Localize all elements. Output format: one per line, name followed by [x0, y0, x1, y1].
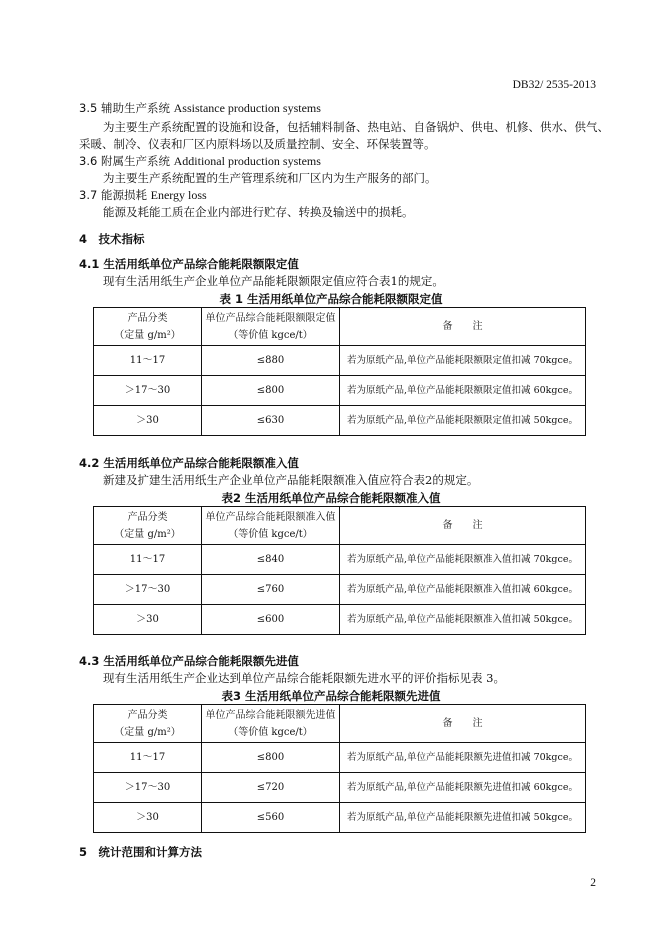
cell-category: ＞30 [94, 803, 202, 833]
cell-value: ≤800 [202, 743, 340, 773]
section-number: 3.6 [79, 154, 98, 168]
cell-note: 若为原纸产品,单位产品能耗限额先进值扣减 50kgce。 [340, 803, 586, 833]
table-2 [93, 506, 586, 635]
cell-note: 若为原纸产品,单位产品能耗限额限定值扣减 70kgce。 [340, 346, 586, 376]
table-3-caption: 表3 生活用纸单位产品综合能耗限额先进值 [221, 689, 441, 703]
page-number: 2 [590, 877, 596, 889]
section-4-3-body: 现有生活用纸生产企业达到单位产品综合能耗限额先进水平的评价指标见表 3。 [103, 671, 505, 685]
table-row [94, 406, 586, 436]
section-title-en: Energy loss [150, 188, 207, 202]
section-3-5-heading [79, 100, 321, 116]
section-3-6-heading [79, 153, 321, 169]
header-note: 备 注 [340, 705, 586, 743]
cell-note: 若为原纸产品,单位产品能耗限额限定值扣减 60kgce。 [340, 376, 586, 406]
cell-value: ≤720 [202, 773, 340, 803]
header-value: 单位产品综合能耗限额限定值 （等价值 kgce/t） [202, 308, 340, 346]
header-category: 产品分类 （定量 g/m²） [94, 705, 202, 743]
section-4-2-heading: 4.2 生活用纸单位产品综合能耗限额准入值 [79, 456, 299, 470]
header-value: 单位产品综合能耗限额先进值 （等价值 kgce/t） [202, 705, 340, 743]
table-row [94, 773, 586, 803]
cell-note: 若为原纸产品,单位产品能耗限额准入值扣减 50kgce。 [340, 605, 586, 635]
table-row [94, 545, 586, 575]
cell-note: 若为原纸产品,单位产品能耗限额准入值扣减 70kgce。 [340, 545, 586, 575]
cell-category: ＞17～30 [94, 376, 202, 406]
table-row [94, 605, 586, 635]
cell-note: 若为原纸产品,单位产品能耗限额限定值扣减 50kgce。 [340, 406, 586, 436]
cell-value: ≤630 [202, 406, 340, 436]
table-row [94, 376, 586, 406]
section-3-7-heading [79, 187, 207, 203]
section-4-1-heading: 4.1 生活用纸单位产品综合能耗限额限定值 [79, 257, 299, 271]
header-category: 产品分类 （定量 g/m²） [94, 507, 202, 545]
section-title-cn: 辅助生产系统 [100, 101, 170, 115]
cell-value: ≤560 [202, 803, 340, 833]
chapter-4-heading: 4 技术指标 [79, 232, 145, 246]
cell-category: 11～17 [94, 545, 202, 575]
cell-note: 若为原纸产品,单位产品能耗限额准入值扣减 60kgce。 [340, 575, 586, 605]
header-note: 备 注 [340, 507, 586, 545]
cell-category: ＞17～30 [94, 773, 202, 803]
section-3-5-body-line-2: 采暖、制冷、仪表和厂区内原料场以及质量控制、安全、环保装置等。 [79, 137, 436, 151]
table-header-row [94, 308, 586, 346]
section-number: 3.7 [79, 188, 98, 202]
cell-value: ≤880 [202, 346, 340, 376]
cell-category: ＞30 [94, 406, 202, 436]
section-title-cn: 能源损耗 [100, 188, 147, 202]
section-title-cn: 附属生产系统 [100, 154, 170, 168]
table-row [94, 575, 586, 605]
section-number: 3.5 [79, 101, 98, 115]
cell-value: ≤800 [202, 376, 340, 406]
table-header-row [94, 507, 586, 545]
table-header-row [94, 705, 586, 743]
table-row [94, 803, 586, 833]
chapter-5-heading: 5 统计范围和计算方法 [79, 845, 203, 859]
cell-note: 若为原纸产品,单位产品能耗限额先进值扣减 70kgce。 [340, 743, 586, 773]
table-1 [93, 307, 586, 436]
section-4-1-body: 现有生活用纸生产企业单位产品能耗限额限定值应符合表1的规定。 [103, 274, 444, 288]
cell-category: ＞17～30 [94, 575, 202, 605]
cell-value: ≤840 [202, 545, 340, 575]
header-category: 产品分类 （定量 g/m²） [94, 308, 202, 346]
section-title-en: Assistance production systems [173, 101, 321, 115]
section-title-en: Additional production systems [173, 154, 321, 168]
table-2-caption: 表2 生活用纸单位产品综合能耗限额准入值 [221, 491, 441, 505]
cell-category: ＞30 [94, 605, 202, 635]
table-row [94, 743, 586, 773]
section-3-5-body-line-1: 为主要生产系统配置的设施和设备，包括辅料制备、热电站、自备锅炉、供电、机修、供水、供气、 [103, 120, 609, 134]
document-code: DB32/ 2535-2013 [512, 79, 596, 91]
table-3 [93, 704, 586, 833]
header-note: 备 注 [340, 308, 586, 346]
header-value: 单位产品综合能耗限额准入值 （等价值 kgce/t） [202, 507, 340, 545]
cell-value: ≤760 [202, 575, 340, 605]
cell-note: 若为原纸产品,单位产品能耗限额先进值扣减 60kgce。 [340, 773, 586, 803]
section-4-2-body: 新建及扩建生活用纸生产企业单位产品能耗限额准入值应符合表2的规定。 [103, 473, 479, 487]
section-3-6-body: 为主要生产系统配置的生产管理系统和厂区内为生产服务的部门。 [103, 171, 437, 185]
cell-category: 11～17 [94, 743, 202, 773]
section-4-3-heading: 4.3 生活用纸单位产品综合能耗限额先进值 [79, 654, 299, 668]
cell-category: 11～17 [94, 346, 202, 376]
table-row [94, 346, 586, 376]
table-1-caption: 表 1 生活用纸单位产品综合能耗限额限定值 [219, 292, 443, 306]
section-3-7-body: 能源及耗能工质在企业内部进行贮存、转换及输送中的损耗。 [103, 205, 414, 219]
cell-value: ≤600 [202, 605, 340, 635]
